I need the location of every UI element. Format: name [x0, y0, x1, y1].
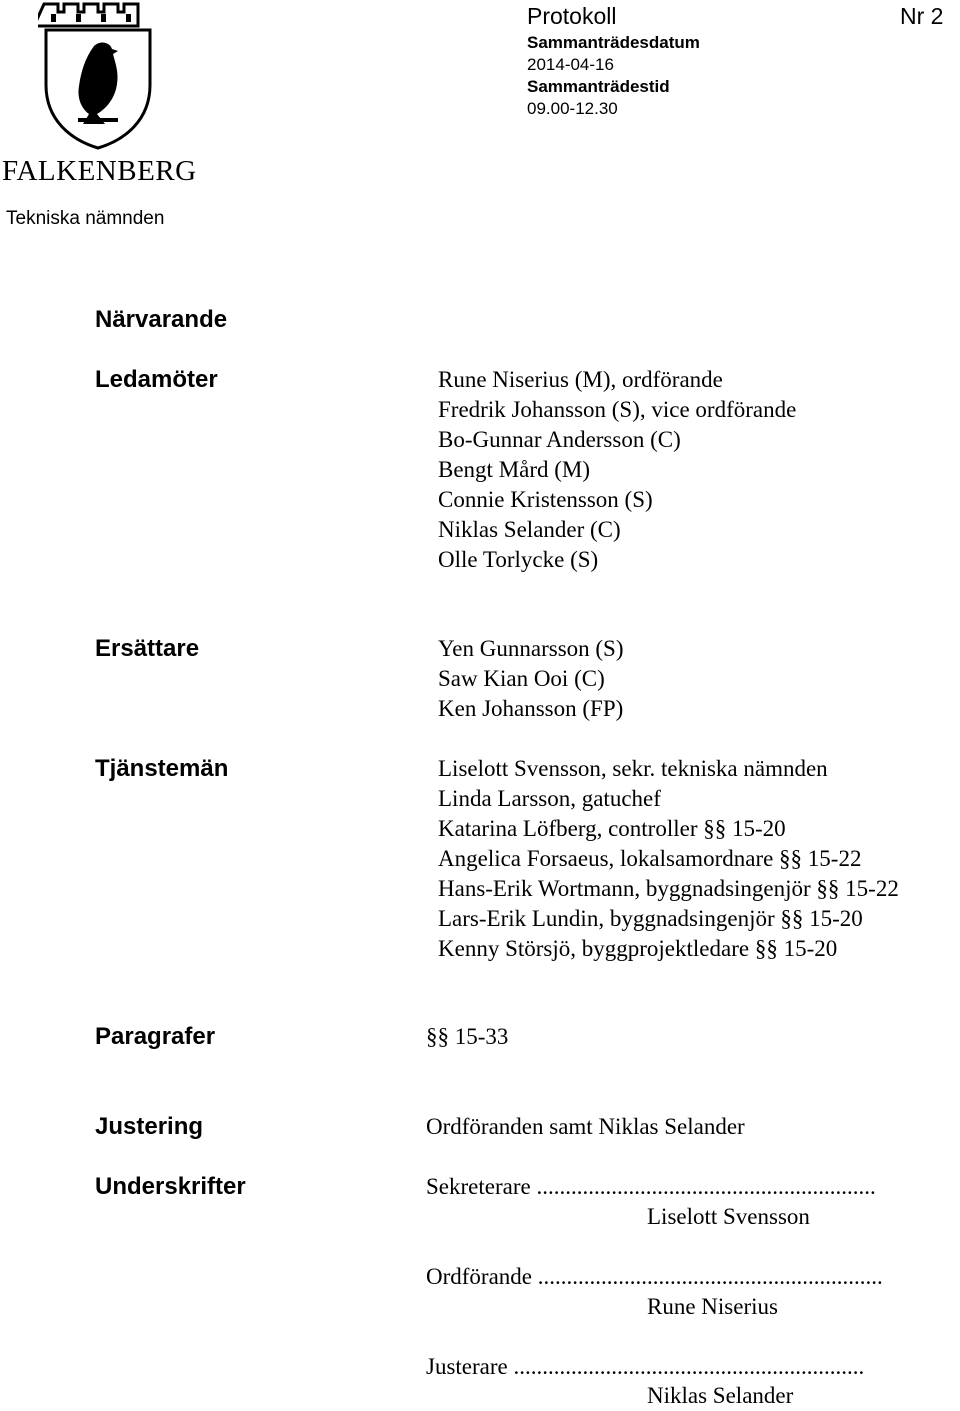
adjustment-label: Justering — [95, 1113, 204, 1140]
signature-name-chair: Rune Niserius — [647, 1294, 778, 1319]
official-item: Kenny Störsjö, byggprojektledare §§ 15-20 — [438, 936, 838, 961]
member-item: Connie Kristensson (S) — [438, 487, 653, 512]
signature-role-secretary: Sekreterare ........................................................... — [426, 1174, 876, 1199]
meeting-time-value: 09.00-12.30 — [527, 99, 618, 118]
document-type: Protokoll — [527, 3, 617, 29]
official-item: Katarina Löfberg, controller §§ 15-20 — [438, 816, 786, 841]
substitute-item: Saw Kian Ooi (C) — [438, 666, 605, 691]
official-item: Lars-Erik Lundin, byggnadsingenjör §§ 15-20 — [438, 906, 863, 931]
member-item: Bo-Gunnar Andersson (C) — [438, 427, 681, 452]
substitute-item: Ken Johansson (FP) — [438, 696, 624, 721]
committee-name: Tekniska nämnden — [6, 208, 165, 229]
paragraphs-label: Paragrafer — [95, 1023, 216, 1050]
official-item: Liselott Svensson, sekr. tekniska nämnden — [438, 756, 828, 781]
meeting-date-label: Sammanträdesdatum — [527, 33, 700, 52]
officials-list — [438, 754, 899, 964]
members-list — [438, 365, 796, 575]
member-item: Rune Niserius (M), ordförande — [438, 367, 723, 392]
officials-label: Tjänstemän — [95, 755, 229, 782]
document-number: Nr 2 — [900, 3, 944, 29]
signature-role-chair: Ordförande ............................................................ — [426, 1264, 883, 1289]
member-item: Fredrik Johansson (S), vice ordförande — [438, 397, 797, 422]
signatures-label: Underskrifter — [95, 1173, 246, 1200]
member-item: Bengt Mård (M) — [438, 457, 591, 482]
signature-name-adjuster: Niklas Selander — [647, 1383, 794, 1408]
present-heading: Närvarande — [95, 306, 228, 333]
member-item: Olle Torlycke (S) — [438, 547, 599, 572]
official-item: Angelica Forsaeus, lokalsamordnare §§ 15-22 — [438, 846, 862, 871]
signature-name-secretary: Liselott Svensson — [647, 1204, 810, 1229]
member-item: Niklas Selander (C) — [438, 517, 621, 542]
official-item: Hans-Erik Wortmann, byggnadsingenjör §§ 15-22 — [438, 876, 899, 901]
substitutes-label: Ersättare — [95, 635, 200, 662]
meeting-date-value: 2014-04-16 — [527, 55, 614, 74]
signature-role-adjuster: Justerare ............................................................. — [426, 1354, 865, 1379]
official-item: Linda Larsson, gatuchef — [438, 786, 661, 811]
members-label: Ledamöter — [95, 366, 218, 393]
falkenberg-crest-icon — [38, 0, 158, 150]
substitutes-list — [438, 634, 624, 724]
substitute-item: Yen Gunnarsson (S) — [438, 636, 624, 661]
org-wordmark: FALKENBERG — [2, 155, 197, 187]
meeting-time-label: Sammanträdestid — [527, 77, 670, 96]
paragraphs-value: §§ 15-33 — [426, 1024, 509, 1049]
adjustment-value: Ordföranden samt Niklas Selander — [426, 1114, 745, 1139]
